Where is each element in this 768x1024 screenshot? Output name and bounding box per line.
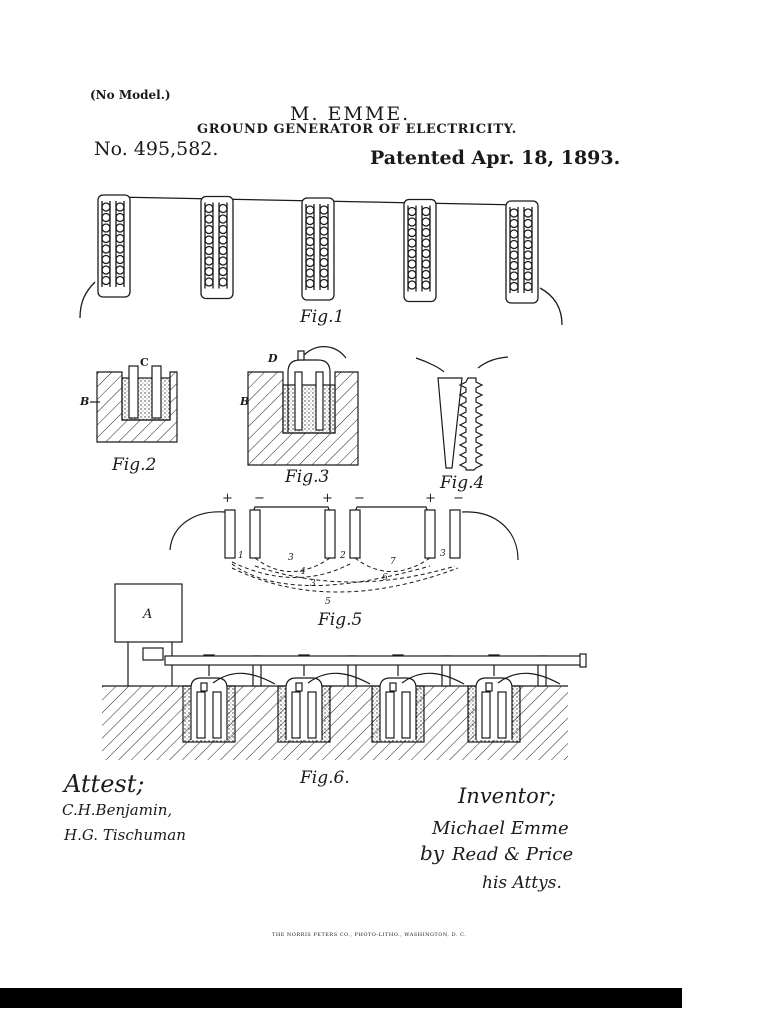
fig6-label: Fig.6. xyxy=(300,768,350,788)
fig5-num-2: 2 xyxy=(340,551,346,561)
fig2-electrode-left xyxy=(129,366,138,418)
fig6-rail-end xyxy=(580,654,586,667)
fig5-minus-2: − xyxy=(354,491,365,506)
no-model-note: (No Model.) xyxy=(90,88,171,102)
fig5-num-5: 5 xyxy=(325,597,331,607)
fig5-minus-1: − xyxy=(254,491,265,506)
fig5-plate-6 xyxy=(450,510,460,558)
fig6-conductor-rail xyxy=(165,656,583,665)
fig5-plate-4 xyxy=(350,510,360,558)
fig2-electrode-right xyxy=(152,366,161,418)
fig2-label-c: C xyxy=(140,356,149,369)
figure-3 xyxy=(239,347,358,487)
figure-2 xyxy=(79,356,177,475)
fig5-num-3a: 3 xyxy=(288,553,294,563)
printer-imprint: THE NORRIS PETERS CO., PHOTO-LITHO., WASHINGTON, D. C. xyxy=(272,932,467,938)
fig1-label: Fig.1 xyxy=(300,307,345,327)
fig5-polarity-marks xyxy=(222,491,464,506)
patent-number: No. 495,582. xyxy=(94,138,219,160)
fig1-cells xyxy=(98,195,538,303)
fig3-filling xyxy=(283,385,335,433)
fig5-num-7: 7 xyxy=(390,557,396,567)
fig3-electrode-right xyxy=(316,372,323,430)
patent-title: GROUND GENERATOR OF ELECTRICITY. xyxy=(197,122,517,137)
witness-1-signature: C.H.Benjamin, xyxy=(62,801,173,819)
fig5-link-2 xyxy=(355,507,428,512)
fig5-plate-1 xyxy=(225,510,235,558)
fig4-lead-left xyxy=(416,358,444,372)
inventor-name-heading: M. EMME. xyxy=(290,103,411,125)
fig3-electrode-left xyxy=(295,372,302,430)
fig1-cell xyxy=(506,201,538,303)
fig1-lead-right xyxy=(540,288,562,325)
scan-bottom-bar xyxy=(0,988,682,1008)
fig5-minus-3: − xyxy=(453,491,464,506)
fig5-num-3c: 3 xyxy=(310,579,316,589)
fig1-cell xyxy=(302,198,334,300)
fig5-num-6: 6 xyxy=(382,573,388,583)
attest-label: Attest; xyxy=(64,770,145,798)
signature-block xyxy=(62,770,573,893)
fig1-cell xyxy=(98,195,130,297)
fig5-plus-3: + xyxy=(425,491,436,506)
fig6-label-a: A xyxy=(143,607,153,622)
figure-4 xyxy=(416,357,508,493)
fig4-toothed-electrode xyxy=(460,378,482,470)
fig5-path-numbers xyxy=(238,549,446,607)
fig6-meter xyxy=(143,648,163,660)
by-word: by xyxy=(420,841,445,865)
patent-date: Patented Apr. 18, 1893. xyxy=(370,147,621,169)
fig3-label: Fig.3 xyxy=(285,467,330,487)
fig1-lead-left xyxy=(80,282,95,318)
fig3-lead xyxy=(304,347,346,358)
fig4-lead-right xyxy=(478,357,508,368)
inventor-label: Inventor; xyxy=(458,784,556,808)
figure-5 xyxy=(170,491,518,630)
fig2-label: Fig.2 xyxy=(112,455,157,475)
fig5-num-3b: 3 xyxy=(440,549,446,559)
fig4-tapered-electrode xyxy=(438,378,462,468)
fig5-link-1 xyxy=(253,507,330,512)
inventor-signature: Michael Emme xyxy=(432,818,569,839)
fig5-plate-3 xyxy=(325,510,335,558)
fig3-label-d: D xyxy=(268,352,278,365)
attorneys-note: his Attys. xyxy=(482,873,562,893)
fig3-terminal xyxy=(298,351,304,360)
fig5-num-1: 1 xyxy=(238,551,244,561)
fig3-label-b: B xyxy=(240,395,250,408)
fig5-label: Fig.5 xyxy=(318,610,363,630)
figure-1 xyxy=(80,195,562,327)
fig5-lead-left xyxy=(170,512,225,550)
fig5-num-4: 4 xyxy=(300,567,306,577)
fig5-plus-1: + xyxy=(222,491,233,506)
fig5-plate-2 xyxy=(250,510,260,558)
fig4-label: Fig.4 xyxy=(440,473,485,493)
fig5-current-paths xyxy=(232,558,458,592)
fig1-cell xyxy=(404,200,436,302)
fig2-label-b: B xyxy=(80,395,90,408)
fig1-cell xyxy=(201,197,233,299)
witness-2-signature: H.G. Tischuman xyxy=(64,826,186,844)
fig5-plus-2: + xyxy=(322,491,333,506)
fig5-plate-5 xyxy=(425,510,435,558)
fig5-lead-right xyxy=(462,512,518,560)
attorneys-firm-signature: Read & Price xyxy=(452,844,574,865)
